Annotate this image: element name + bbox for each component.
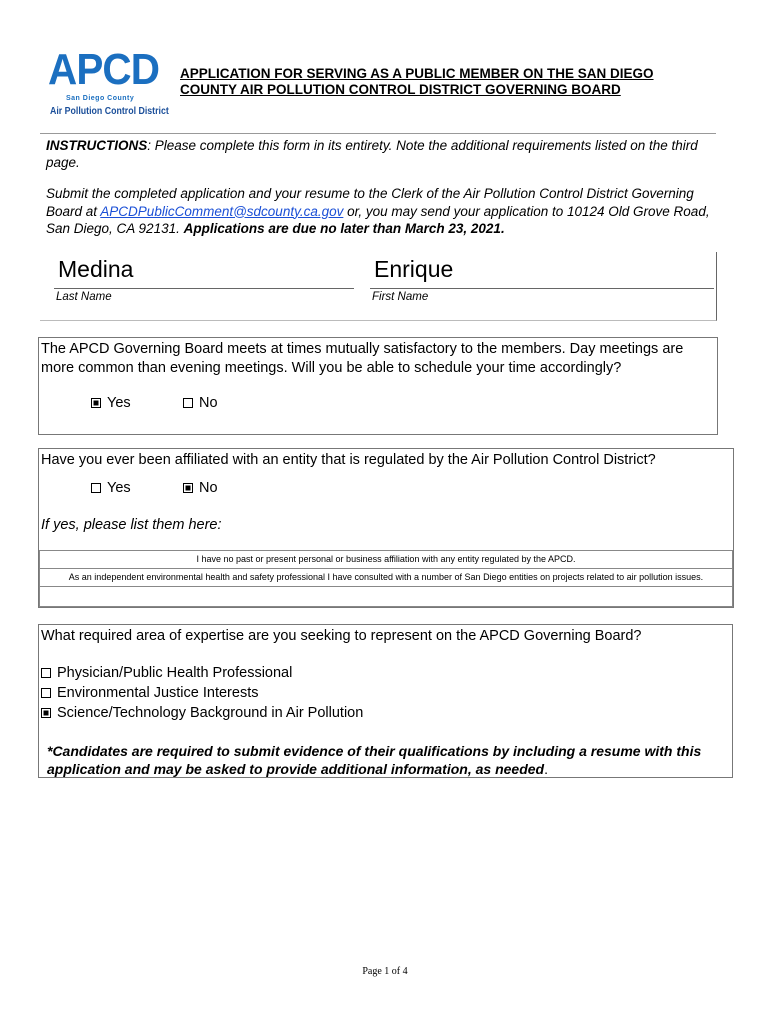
- first-name-underline: [370, 288, 714, 289]
- schedule-yes-option[interactable]: [91, 395, 131, 411]
- affiliation-entry-1[interactable]: I have no past or present personal or business affiliation with any entity regulated by the APCD.: [39, 550, 733, 569]
- question-schedule-text: The APCD Governing Board meets at times mutually satisfactory to the members. Day meetings are more common than evening meetings. Will you be able to schedule your time accordingly?: [41, 341, 684, 376]
- affiliation-yes-label: Yes: [107, 480, 131, 496]
- question-affiliation-text: Have you ever been affiliated with an entity that is regulated by the Air Pollution Control District?: [41, 452, 656, 468]
- expertise-science-checkbox[interactable]: [41, 708, 51, 718]
- apcd-logo: [48, 45, 169, 122]
- logo-text: APCD: [48, 45, 160, 94]
- affiliation-no-option[interactable]: [183, 480, 218, 496]
- first-name-label: First Name: [372, 291, 429, 303]
- qualification-note-end: .: [544, 761, 548, 777]
- name-section: [40, 252, 717, 321]
- expertise-physician-label: Physician/Public Health Professional: [57, 665, 293, 681]
- submission-instructions: [46, 185, 718, 238]
- title-divider: [40, 133, 716, 134]
- instructions: [46, 137, 718, 171]
- affiliation-list-prompt: If yes, please list them here:: [41, 517, 222, 533]
- qualification-note-text: *Candidates are required to submit evidence of their qualifications by including a resume with this application and may be asked to provide additional information, as needed: [47, 743, 702, 777]
- expertise-environmental-justice-checkbox[interactable]: [41, 688, 51, 698]
- expertise-environmental-justice-label: Environmental Justice Interests: [57, 685, 259, 701]
- question-affiliation: [38, 448, 734, 608]
- question-expertise: [38, 624, 733, 778]
- first-name-field[interactable]: Enrique: [374, 256, 454, 282]
- last-name-underline: [54, 288, 354, 289]
- instructions-label: INSTRUCTIONS: [46, 138, 148, 153]
- qualification-note: [47, 742, 727, 778]
- affiliation-entry-3[interactable]: [39, 586, 733, 607]
- expertise-science-label: Science/Technology Background in Air Pollution: [57, 705, 364, 721]
- expertise-option-science[interactable]: [41, 705, 363, 721]
- submission-text-1: Submit the completed application and your resume to the Clerk of the Air Pollution Control District Governing Board at: [46, 186, 694, 219]
- submission-text-2: or, you may send your application to 10124 Old Grove Road, San Diego, CA 92131.: [46, 203, 710, 236]
- deadline: Applications are due no later than March 23, 2021.: [183, 221, 505, 236]
- question-schedule: [38, 337, 718, 435]
- expertise-option-physician[interactable]: [41, 665, 292, 681]
- affiliation-yes-checkbox[interactable]: [91, 483, 101, 493]
- affiliation-no-label: No: [199, 480, 218, 496]
- affiliation-no-checkbox[interactable]: [183, 483, 193, 493]
- email-link[interactable]: APCDPublicComment@sdcounty.ca.gov: [100, 203, 344, 219]
- schedule-no-option[interactable]: [183, 395, 218, 411]
- logo-subtitle-district: Air Pollution Control District: [50, 106, 169, 117]
- affiliation-entry-2[interactable]: As an independent environmental health and safety professional I have consulted with a number of San Diego entities on projects related to air pollution issues.: [39, 568, 733, 587]
- affiliation-yes-option[interactable]: [91, 480, 131, 496]
- page-number: Page 1 of 4: [362, 966, 408, 977]
- schedule-yes-checkbox[interactable]: [91, 398, 101, 408]
- schedule-no-checkbox[interactable]: [183, 398, 193, 408]
- schedule-no-label: No: [199, 395, 218, 411]
- last-name-label: Last Name: [56, 291, 112, 303]
- schedule-yes-label: Yes: [107, 395, 131, 411]
- question-expertise-text: What required area of expertise are you seeking to represent on the APCD Governing Board?: [41, 628, 642, 644]
- instructions-text: : Please complete this form in its entirety. Note the additional requirements listed on the third page.: [46, 138, 698, 170]
- expertise-physician-checkbox[interactable]: [41, 668, 51, 678]
- last-name-field[interactable]: Medina: [58, 256, 134, 282]
- form-title: APPLICATION FOR SERVING AS A PUBLIC MEMBER ON THE SAN DIEGO COUNTY AIR POLLUTION CONTROL DISTRICT GOVERNING BOARD: [180, 66, 654, 97]
- logo-subtitle-county: San Diego County: [66, 95, 135, 102]
- expertise-option-environmental-justice[interactable]: [41, 685, 258, 701]
